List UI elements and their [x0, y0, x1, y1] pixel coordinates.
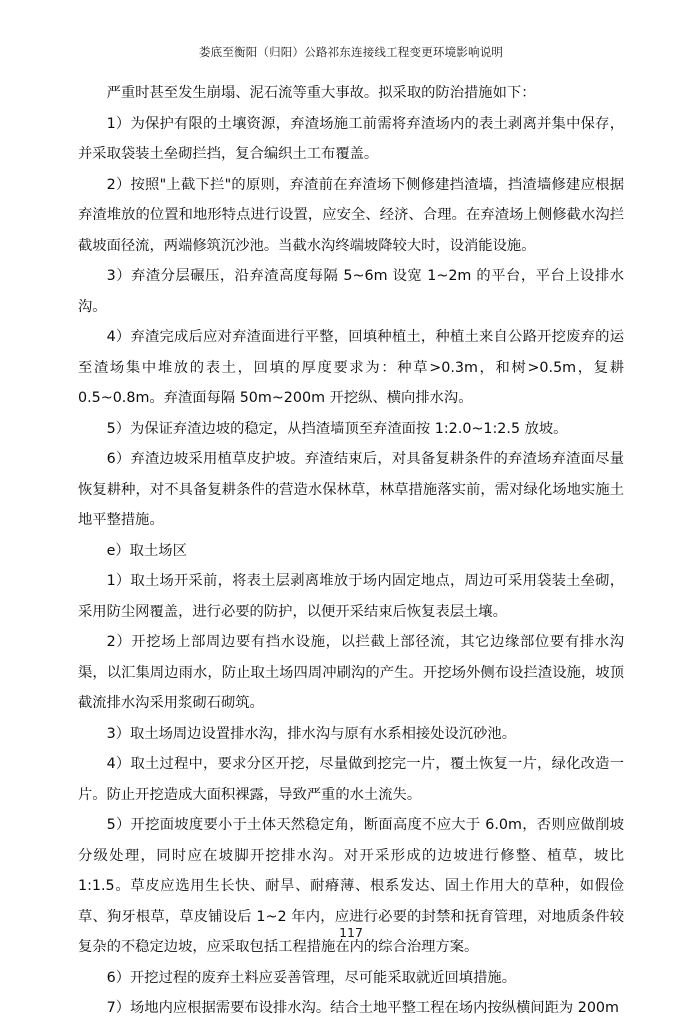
paragraph: 1）取土场开采前，将表土层剥离堆放于场内固定地点，周边可采用袋装土垒砌，采用防尘网覆盖，进行必要的防护，以便开采结束后恢复表层土壤。 — [78, 573, 624, 620]
paragraph: 严重时甚至发生崩塌、泥石流等重大事故。拟采取的防治措施如下： — [106, 85, 536, 101]
paragraph: 5）开挖面坡度要小于土体天然稳定角，断面高度不应大于 6.0m，否则应做削坡分级处理，同时应在坡脚开挖排水沟。对开采形成的边坡进行修整、植草，坡比 1:1.5。草皮应选用生长快、耐旱、耐瘠薄、根系发达、固土作用大的草种，如假俭草、狗牙根草，草皮铺设后 1~2 年内，应进行必要的封禁和抚育管理，对地质条件较复杂的不稳定边坡，应采取包括工程措施在内的综合治理方案。 — [78, 817, 624, 955]
page-header: 娄底至衡阳（归阳）公路祁东连接线工程变更环境影响说明 — [198, 45, 504, 59]
paragraph: 5）为保证弃渣边坡的稳定，从挡渣墙顶至弃渣面按 1:2.0~1:2.5 放坡。 — [106, 420, 568, 437]
paragraph: 3）弃渣分层碾压，沿弃渣高度每隔 5~6m 设宽 1~2m 的平台，平台上设排水沟。 — [78, 268, 624, 315]
paragraph: 6）弃渣边坡采用植草皮护坡。弃渣结束后，对具备复耕条件的弃渣场弃渣面尽量恢复耕种，对不具备复耕条件的营造水保林草，林草措施落实前，需对绿化场地实施土地平整措施。 — [78, 451, 624, 528]
paragraph: 1）为保护有限的土壤资源，弃渣场施工前需将弃渣场内的表土剥离并集中保存，并采取袋装土垒砌拦挡，复合编织土工布覆盖。 — [78, 115, 624, 162]
document-body — [78, 78, 624, 1024]
paragraph: 3）取土场周边设置排水沟，排水沟与原有水系相接处设沉砂池。 — [106, 725, 516, 742]
page-number: 117 — [339, 925, 363, 940]
paragraph: 2）开挖场上部周边要有挡水设施，以拦截上部径流，其它边缘部位要有排水沟渠，以汇集周边雨水，防止取土场四周冲刷沟的产生。开挖场外侧布设拦渣设施，坡顶截流排水沟采用浆砌石砌筑。 — [78, 634, 624, 711]
paragraph: 4）弃渣完成后应对弃渣面进行平整，回填种植土，种植土来自公路开挖废弃的运至渣场集中堆放的表土，回填的厚度要求为：种草>0.3m，和树>0.5m，复耕 0.5~0.8m。弃渣面每隔 50m~200m 开挖纵、横向排水沟。 — [78, 329, 624, 406]
section-heading: e）取土场区 — [106, 542, 187, 559]
paragraph: 4）取土过程中，要求分区开挖，尽量做到挖完一片，覆土恢复一片，绿化改造一片。防止开挖造成大面积裸露，导致严重的水土流失。 — [78, 756, 624, 803]
paragraph: 6）开挖过程的废弃土料应妥善管理，尽可能采取就近回填措施。 — [106, 969, 516, 986]
paragraph: 7）场地内应根据需要布设排水沟。结合土地平整工程在场内按纵横间距为 200m — [106, 1000, 619, 1016]
paragraph: 2）按照"上截下拦"的原则，弃渣前在弃渣场下侧修建挡渣墙，挡渣墙修建应根据弃渣堆放的位置和地形特点进行设置，应安全、经济、合理。在弃渣场上侧修截水沟拦截坡面径流，两端修筑沉沙池。当截水沟终端坡降较大时，设消能设施。 — [78, 176, 624, 254]
page-content-area — [78, 0, 624, 1016]
